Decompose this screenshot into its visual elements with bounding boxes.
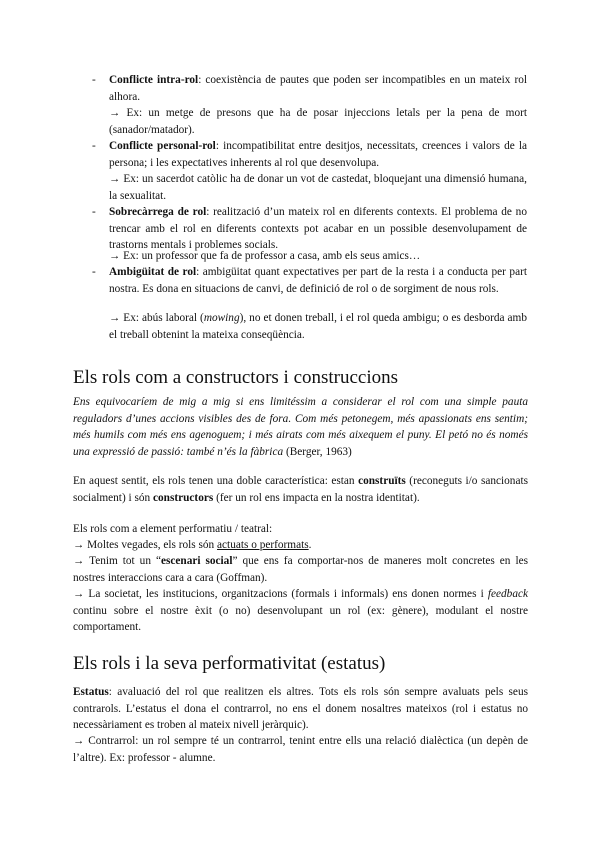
definition: : coexistència de pautes que poden ser incompatibles en un mateix rol alhora.	[109, 74, 527, 103]
text: → Tenim tot un “	[73, 555, 161, 567]
term: Conflicte intra-rol	[109, 74, 199, 86]
bold-term: constructors	[153, 491, 214, 504]
bold-term: construïts	[358, 475, 406, 487]
definition: : incompatibilitat entre desitjos, necessitats, creences i valors de la persona; i les expectatives inherents al rol que desenvolupa.	[109, 140, 527, 169]
quote-paragraph	[73, 394, 528, 460]
performative-point-2	[73, 553, 528, 586]
definition: : ambigüitat quant expectatives per part de la resta i a conducta per part nostra. Es dona en situacions de canvi, de definició de rol o de sorgiment de nous rols.	[109, 266, 527, 295]
text: : avaluació del rol que realitzen els altres. Tots els rols són sempre avaluats pels seus contrarols. L’estatus el dona el contrarrol, no ens el donem nosaltres mateixos (rol i estatus no necessàriament es troben al mateix nivell jeràrquic).	[73, 686, 528, 731]
dual-characteristic-paragraph	[73, 473, 528, 506]
text: ” que ens fa comportar-nos de maneres molt concretes en les nostres interaccions cara a cara (Goffman).	[73, 555, 528, 584]
text: continu sobre el nostre èxit (o no) desenvolupant un rol (ex: gènere), modulant el nostre comportament.	[73, 604, 528, 633]
term: Conflicte personal-rol	[109, 140, 216, 152]
underlined-text: actuats o performats	[217, 539, 309, 551]
list-bullet: -	[92, 74, 96, 86]
performative-point-3	[73, 586, 528, 636]
list-bullet: -	[92, 206, 96, 218]
quote-citation: (Berger, 1963)	[283, 445, 352, 458]
text: → La societat, les institucions, organitzacions (formals i informals) ens donen normes i	[73, 588, 488, 600]
list-item-conflicte-intra-rol	[109, 72, 527, 105]
definition: : realització d’un mateix rol en diferents contexts. El problema de no trencar amb el rol en diferents contexts pot acabar en un possible desenvolupament de trastorns mentals i problemes socials.	[109, 206, 527, 251]
list-item-sobrecarrega-de-rol	[109, 204, 527, 254]
term: Ambigüitat de rol	[109, 266, 197, 278]
list-item-ambiguitat-de-rol	[109, 264, 527, 297]
list-item-example: → Ex: un professor que fa de professor a casa, amb els seus amics…	[109, 250, 421, 262]
text: .	[308, 539, 312, 551]
example-italic: mowing	[203, 312, 240, 324]
example-post: ), no et donen treball, i el rol queda ambigu; o es desborda amb el treball obtenint la mateixa conseqüència.	[109, 312, 527, 341]
list-bullet: -	[92, 266, 96, 278]
bold-term: escenari social	[160, 555, 233, 567]
text: En aquest sentit, els rols tenen una doble característica: estan	[73, 475, 359, 487]
italic-term: feedback	[487, 588, 528, 600]
text: → Moltes vegades, els rols són	[73, 539, 218, 551]
list-item-conflicte-personal-rol	[109, 138, 527, 171]
performative-point-1	[73, 537, 528, 554]
term: Sobrecàrrega de rol	[109, 206, 207, 218]
example-pre: → Ex: abús laboral (	[109, 312, 204, 324]
text: (fer un rol ens impacta en la nostra identitat).	[213, 491, 420, 504]
section-heading: Els rols com a constructors i construccions	[73, 367, 399, 388]
text: (reconeguts i/o sancionats socialment) i són	[73, 475, 528, 504]
list-item-example: → Ex: un sacerdot catòlic ha de donar un vot de castedat, bloquejant una dimensió humana, la sexualitat.	[109, 173, 527, 202]
performative-intro: Els rols com a element performatiu / teatral:	[73, 523, 273, 535]
list-item-example: → Ex: un metge de presons que ha de posar injeccions letals per la pena de mort (sanador/matador).	[109, 107, 527, 136]
section-heading: Els rols i la seva performativitat (estatus)	[73, 653, 386, 674]
list-bullet: -	[92, 140, 96, 152]
contrarrol-paragraph: → Contrarrol: un rol sempre té un contrarrol, tenint entre ells una relació dialèctica (un depèn de l’altre). Ex: professor - alumne.	[73, 735, 528, 764]
quote-text: Ens equivocaríem de mig a mig si ens limitéssim a considerar el rol com una simple pauta reguladors d’unes accions visibles des de fora. Com més petonegem, més apassionats ens sentim; més humils com més ens agenoguem; i més airats com més aixequem el puny. El petó no és només una expressió de passió: també n’és la fàbrica	[73, 396, 528, 458]
bold-term: Estatus	[73, 686, 109, 698]
list-item-example	[109, 310, 527, 343]
estatus-paragraph	[73, 684, 528, 734]
